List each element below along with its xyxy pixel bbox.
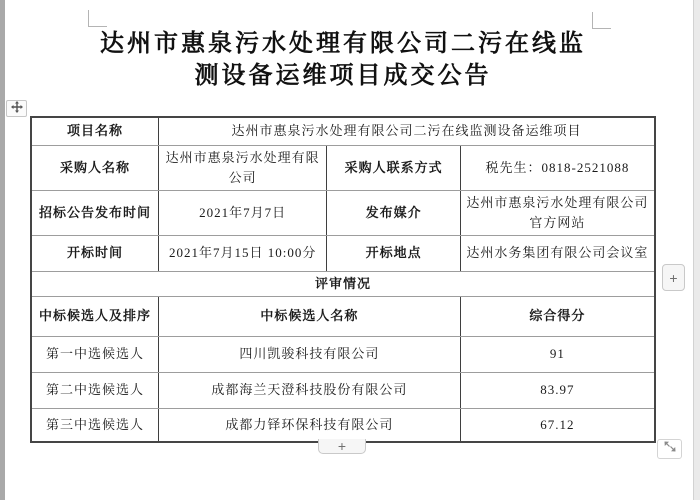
table-resize-handle[interactable] <box>657 439 682 459</box>
cell-candidate3-name[interactable]: 成都力铎环保科技有限公司 <box>158 408 460 442</box>
cell-project-name-label[interactable]: 项目名称 <box>31 117 158 145</box>
table-row <box>31 190 655 235</box>
announcement-table <box>30 116 656 443</box>
cell-open-place-label[interactable]: 开标地点 <box>327 235 460 271</box>
cell-candidate1-score[interactable]: 91 <box>460 336 655 372</box>
table-move-handle[interactable] <box>6 100 27 117</box>
add-column-button[interactable] <box>662 264 685 291</box>
cell-candidate1-rank[interactable]: 第一中选候选人 <box>31 336 158 372</box>
cell-announce-time-label[interactable]: 招标公告发布时间 <box>31 190 158 235</box>
table-row <box>31 235 655 271</box>
table-row <box>31 145 655 190</box>
table-row <box>31 271 655 296</box>
cell-announce-time-value[interactable]: 2021年7月7日 <box>158 190 327 235</box>
table-row <box>31 117 655 145</box>
cell-candidate2-score[interactable]: 83.97 <box>460 372 655 408</box>
cell-candidate3-rank[interactable]: 第三中选候选人 <box>31 408 158 442</box>
cell-candidate2-rank[interactable]: 第二中选候选人 <box>31 372 158 408</box>
cell-project-name-value[interactable]: 达州市惠泉污水处理有限公司二污在线监测设备运维项目 <box>158 117 655 145</box>
document-title-line1[interactable]: 达州市惠泉污水处理有限公司二污在线监 <box>100 31 586 57</box>
table-row <box>31 296 655 336</box>
table-row <box>31 336 655 372</box>
scrollbar-track[interactable] <box>693 0 700 500</box>
table-row <box>31 408 655 442</box>
cell-purchaser-value[interactable]: 达州市惠泉污水处理有限公司 <box>158 145 327 190</box>
cell-contact-label[interactable]: 采购人联系方式 <box>327 145 460 190</box>
cell-open-time-value[interactable]: 2021年7月15日 10:00分 <box>158 235 327 271</box>
cell-contact-value[interactable]: 税先生：0818-2521088 <box>460 145 655 190</box>
plus-icon: + <box>669 269 678 286</box>
move-icon <box>11 100 23 118</box>
page-edge-strip <box>0 0 5 500</box>
cell-open-place-value[interactable]: 达州水务集团有限公司会议室 <box>460 235 655 271</box>
document-title[interactable] <box>30 28 656 92</box>
cell-candidate3-score[interactable]: 67.12 <box>460 408 655 442</box>
cell-candidate2-name[interactable]: 成都海兰天澄科技股份有限公司 <box>158 372 460 408</box>
cell-media-label[interactable]: 发布媒介 <box>327 190 460 235</box>
cell-header-rank[interactable]: 中标候选人及排序 <box>31 296 158 336</box>
text-boundary-mark-top-right <box>592 12 611 29</box>
plus-icon: + <box>337 438 347 454</box>
cell-open-time-label[interactable]: 开标时间 <box>31 235 158 271</box>
cell-header-score[interactable]: 综合得分 <box>460 296 655 336</box>
text-boundary-mark-top-left <box>88 10 107 27</box>
document-title-line2[interactable]: 测设备运维项目成交公告 <box>194 63 492 89</box>
cell-media-value[interactable]: 达州市惠泉污水处理有限公司官方网站 <box>460 190 655 235</box>
cell-header-name[interactable]: 中标候选人名称 <box>158 296 460 336</box>
cell-purchaser-label[interactable]: 采购人名称 <box>31 145 158 190</box>
table-row <box>31 372 655 408</box>
cell-review-section-title[interactable]: 评审情况 <box>31 271 655 296</box>
cell-candidate1-name[interactable]: 四川凯骏科技有限公司 <box>158 336 460 372</box>
add-row-button[interactable] <box>318 439 366 454</box>
diagonal-resize-icon <box>662 440 678 458</box>
